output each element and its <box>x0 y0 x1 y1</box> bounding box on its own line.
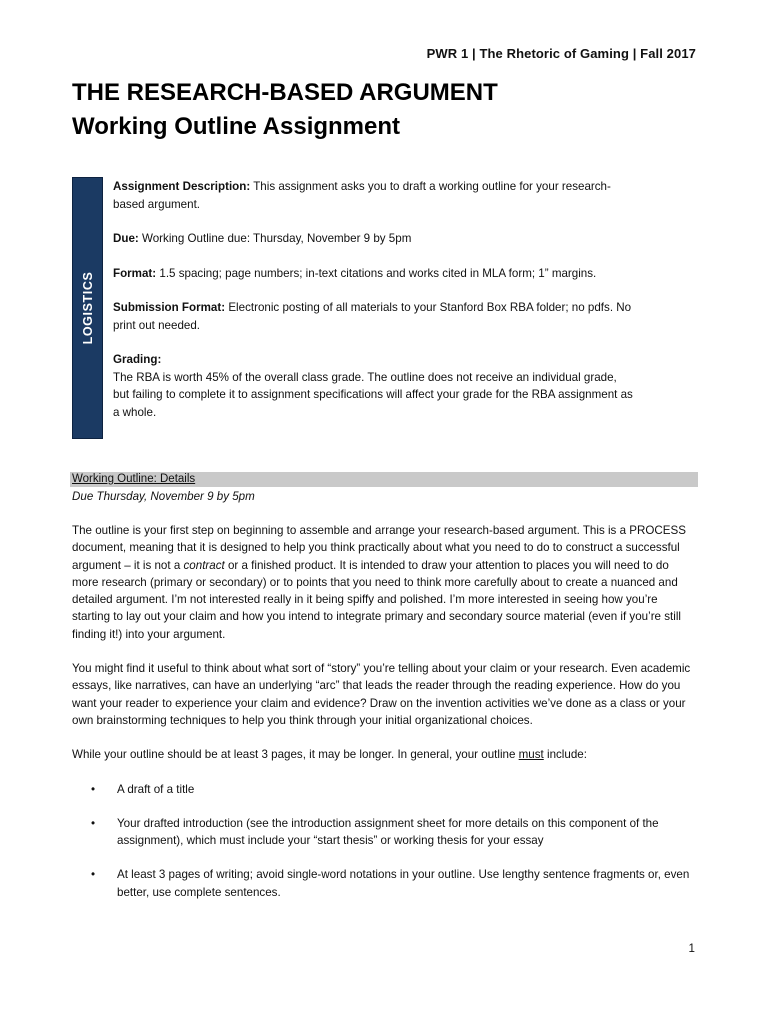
bullet-icon: • <box>91 782 96 796</box>
requirements-list <box>72 781 698 901</box>
list-item-text: A draft of a title <box>117 782 195 796</box>
list-item <box>72 781 698 798</box>
requirements-paragraph <box>72 746 698 763</box>
requirements-after: include: <box>543 748 587 762</box>
requirements-before: While your outline should be at least 3 pages, it may be longer. In general, your outline <box>72 748 519 762</box>
assignment-description-label: Assignment Description: <box>113 180 251 193</box>
list-item <box>72 815 698 850</box>
list-item-text: At least 3 pages of writing; avoid single-word notations in your outline. Use lengthy sentence fragments or, even better, use complete sentences. <box>117 868 690 899</box>
logistics-sidebar-label: LOGISTICS <box>80 271 95 345</box>
submission-format-text: Electronic posting of all materials to your Stanford Box RBA folder; no pdfs. No print out needed. <box>113 301 632 332</box>
submission-format-info <box>113 299 633 334</box>
course-header: PWR 1 | The Rhetoric of Gaming | Fall 2017 <box>426 46 696 61</box>
intro-paragraph-part2: or a finished product. It is intended to draw your attention to places you will need to do more research (primary or secondary) or to points that you need to think more carefully about to create a nuanced and detailed argument. I’m not interested really in it being spiffy and polished. I’m more interested in seeing how you’re starting to lay out your claim and how you intend to integrate primary and secondary source material (even if you’re still finding it!) into your argument. <box>72 558 681 641</box>
section-heading: Working Outline: Details <box>72 473 196 485</box>
document-title: THE RESEARCH-BASED ARGUMENT <box>72 79 498 106</box>
format-text: 1.5 spacing; page numbers; in-text citations and works cited in MLA form; 1” margins. <box>156 266 597 280</box>
intro-paragraph-part1: The outline is your first step on beginning to assemble and arrange your research-based argument. This is a PROCESS document, meaning that it is designed to help you think practically about what you need to do to construct a successful argument – it is not a <box>72 524 686 572</box>
grading-text: The RBA is worth 45% of the overall class grade. The outline does not receive an individual grade, but failing to complete it to assignment specifications will affect your grade for the RBA assignment as a whole. <box>113 370 633 419</box>
due-info <box>113 230 633 248</box>
section-due-date: Due Thursday, November 9 by 5pm <box>72 490 255 503</box>
format-info <box>113 265 633 283</box>
list-item-text: Your drafted introduction (see the introduction assignment sheet for more details on this component of the assignment), which must include your “start thesis” or working thesis for your essay <box>117 816 659 848</box>
document-subtitle: Working Outline Assignment <box>72 113 401 140</box>
body-text <box>72 522 698 918</box>
intro-paragraph-italic: contract <box>183 558 225 572</box>
due-text: Working Outline due: Thursday, November 9 by 5pm <box>138 232 412 245</box>
intro-paragraph <box>72 522 698 643</box>
assignment-description <box>113 178 633 213</box>
assignment-description-text: This assignment asks you to draft a working outline for your research-based argument. <box>113 180 611 211</box>
format-label: Format: <box>113 266 157 280</box>
logistics-sidebar <box>72 177 103 439</box>
submission-format-label: Submission Format: <box>113 301 226 314</box>
title-block <box>72 76 702 144</box>
bullet-icon: • <box>91 868 96 882</box>
grading-info <box>113 351 633 421</box>
list-item <box>72 866 698 901</box>
grading-label: Grading: <box>113 353 162 366</box>
story-paragraph: You might find it useful to think about what sort of “story” you’re telling about your claim or your research. Even academic essays, like narratives, can have an underlying “arc” that leads the reader through the reading experience. How do you want your reader to experience your claim and evidence? Draw on the invention activities we’ve done as a class or your own brainstorming techniques to help you think through your initial organizational choices. <box>72 662 691 727</box>
requirements-emphasis: must <box>518 748 544 762</box>
logistics-content <box>113 178 633 438</box>
page-number: 1 <box>688 942 695 955</box>
bullet-icon: • <box>91 816 96 830</box>
due-label: Due: <box>113 232 139 245</box>
